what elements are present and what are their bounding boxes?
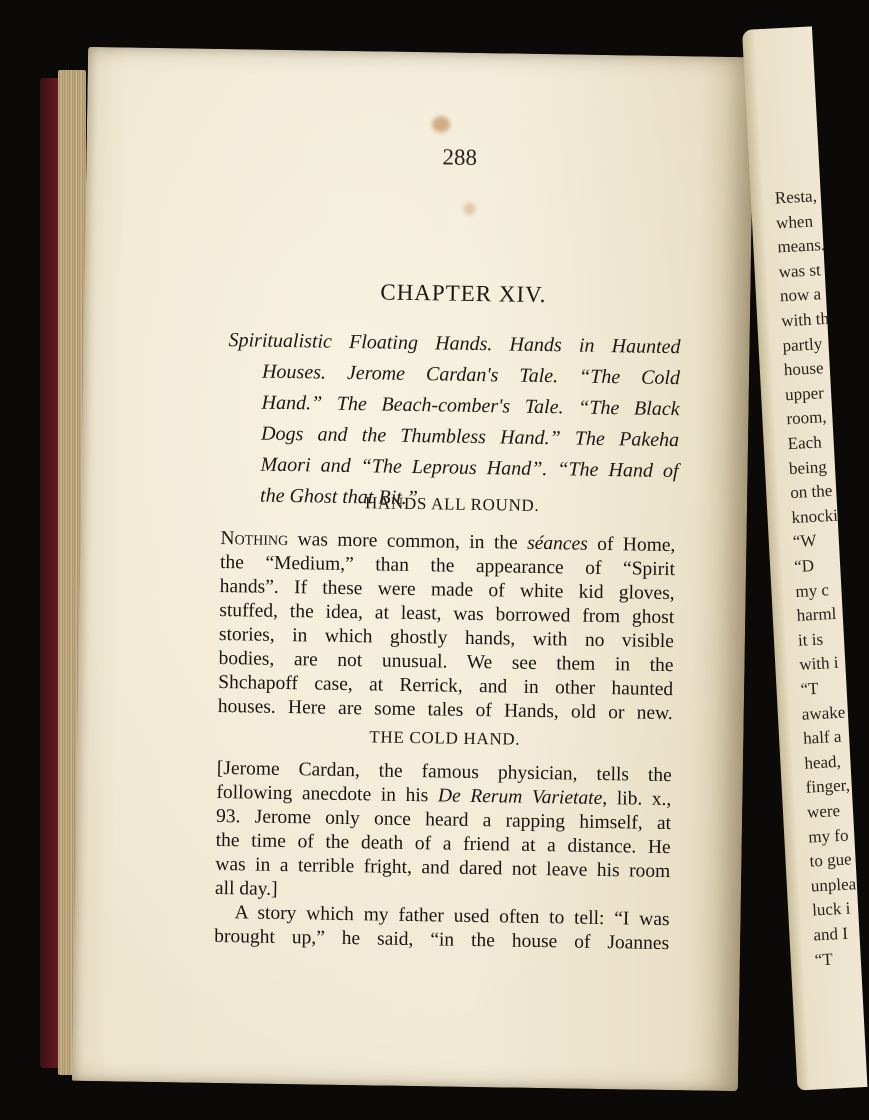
text-line: A story which my father used often to tell: “I was — [234, 902, 670, 931]
right-page-line: was st — [778, 260, 822, 282]
text-line: stories, in which ghostly hands, with no visible — [218, 623, 675, 653]
right-page-line: half a — [802, 726, 842, 748]
right-page-line: upper — [784, 383, 825, 405]
chapter-synopsis — [226, 325, 681, 518]
right-page-line: unplea — [810, 874, 857, 896]
italic-title: De Rerum Varietate — [437, 785, 603, 810]
chapter-title: CHAPTER XIV. — [380, 279, 547, 308]
synopsis-line: Houses. Jerome Cardan's Tale. “The Cold — [261, 360, 681, 390]
foxing-spot — [464, 203, 476, 215]
text-line: [Jerome Cardan, the famous physician, tells the — [216, 757, 672, 787]
text-line: the time of the death of a friend at a distance. He — [215, 829, 671, 859]
right-page-line: my c — [794, 579, 830, 601]
text-line: bodies, are not unusual. We see them in the — [218, 647, 674, 677]
foxing-spot — [432, 116, 450, 132]
synopsis-line: Maori and “The Leprous Hand”. “The Hand of — [260, 453, 679, 483]
text-line: Nothing was more common, in the séances of Home, — [220, 527, 676, 557]
dropcap-word: Nothing — [220, 527, 289, 551]
right-page-line: with th — [780, 308, 830, 331]
right-page-line: luck i — [811, 898, 851, 920]
right-page-line: being — [788, 456, 828, 478]
text-line: hands”. If these were made of white kid gloves, — [219, 575, 675, 605]
right-page-line: awake — [801, 702, 846, 724]
text-line: was in a terrible fright, and dared not leave his room — [215, 853, 671, 883]
text-line: houses. Here are some tales of Hands, old or new. — [217, 695, 673, 725]
right-page-line: house — [783, 358, 824, 380]
right-page-line: now a — [779, 284, 822, 306]
section-heading-the-cold-hand: THE COLD HAND. — [369, 727, 521, 749]
right-page-line: and I — [812, 923, 849, 945]
italic-term: séances — [526, 532, 588, 555]
text-line: all day.] — [214, 877, 278, 900]
right-page-line: with i — [798, 653, 839, 675]
right-page-line: knocki — [791, 505, 839, 527]
right-page-line: when — [775, 211, 814, 233]
right-page-line: were — [806, 800, 841, 822]
right-page-line: room, — [785, 407, 828, 429]
text-line: brought up,” he said, “in the house of Joannes — [214, 925, 670, 955]
right-page-line: my fo — [807, 825, 849, 847]
right-page-line: head, — [803, 751, 842, 773]
right-page-line: “D — [793, 555, 815, 576]
right-page-line: harml — [796, 604, 837, 626]
right-page-line: finger, — [805, 775, 851, 798]
text-line: the “Medium,” than the appearance of “Spirit — [219, 551, 676, 581]
right-page-line: “T — [800, 678, 819, 699]
right-page-text — [742, 26, 857, 970]
right-page-line: it is — [797, 629, 824, 650]
synopsis-line: Spiritualistic Floating Hands. Hands in Haunted — [228, 329, 681, 359]
section-body-the-cold-hand — [214, 757, 672, 956]
section-body-hands-all-round — [218, 527, 676, 726]
right-page-line: means. — [776, 235, 826, 257]
right-page-line: Each — [787, 432, 823, 454]
section-heading-hands-all-round: HANDS ALL ROUND. — [364, 493, 540, 515]
right-page-line: “T — [814, 949, 834, 970]
text-line: 93. Jerome only once heard a rapping himself, at — [215, 805, 672, 835]
page-number: 288 — [442, 144, 478, 170]
right-page-line: Resta, — [774, 186, 818, 208]
right-page-line: “W — [792, 531, 817, 552]
left-page — [72, 47, 754, 1091]
right-page-line: partly — [782, 333, 823, 355]
text-line: stuffed, the idea, at least, was borrowed from ghost — [219, 599, 675, 629]
right-page-line: to gue — [809, 849, 853, 871]
synopsis-line: the Ghost that Bit.” — [259, 484, 419, 510]
text-line: Shchapoff case, at Rerrick, and in other haunted — [218, 671, 674, 701]
text-line: following anecdote in his De Rerum Varietate, lib. x., — [216, 781, 672, 811]
synopsis-line: Hand.” The Beach-comber's Tale. “The Black — [261, 391, 680, 421]
right-page-line: on the — [789, 481, 833, 503]
synopsis-line: Dogs and the Thumbless Hand.” The Pakeha — [260, 422, 680, 452]
right-page-fragment — [742, 26, 867, 1090]
